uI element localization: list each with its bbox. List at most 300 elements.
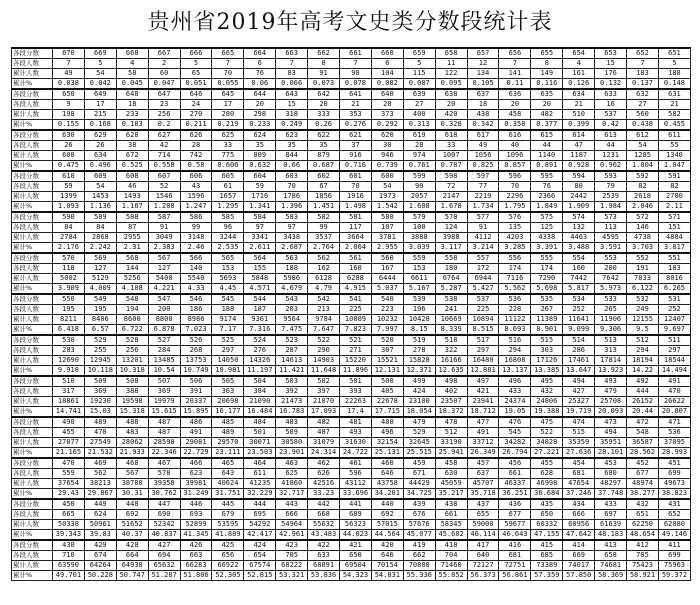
count-cell: 624: [84, 510, 116, 520]
cumulative-cell: 54964: [276, 520, 308, 530]
cumulative-cell: 59677: [499, 520, 531, 530]
score-cell: 522: [308, 335, 340, 346]
score-cell: 651: [658, 48, 690, 59]
percent-row: [12, 79, 691, 90]
count-row-label: 各段人数: [12, 346, 53, 356]
count-cell: 489: [212, 428, 244, 438]
count-row: [12, 223, 691, 233]
score-cell: 538: [435, 294, 467, 305]
percent-cell: 3.817: [658, 243, 690, 254]
score-cell: 560: [371, 253, 403, 264]
count-cell: 99: [180, 223, 212, 233]
percent-cell: 28.993: [658, 448, 690, 459]
count-cell: 47: [563, 141, 595, 151]
score-cell: 445: [212, 499, 244, 510]
percent-cell: 59.372: [658, 571, 690, 581]
percent-cell: 47.642: [563, 530, 595, 541]
percent-cell: 35.718: [467, 489, 499, 500]
count-cell: 578: [148, 469, 180, 479]
percent-cell: 25.941: [435, 448, 467, 459]
count-cell: 369: [84, 387, 116, 397]
score-cell: 480: [371, 417, 403, 428]
percent-cell: 52.305: [212, 571, 244, 581]
count-cell: 704: [435, 551, 467, 561]
cumulative-cell: 672: [116, 151, 148, 161]
score-cell: 619: [403, 130, 435, 141]
count-cell: 252: [563, 305, 595, 315]
cumulative-row: [12, 315, 691, 325]
cumulative-cell: 7290: [531, 274, 563, 284]
percent-row: [12, 571, 691, 581]
count-cell: 313: [595, 346, 627, 356]
cumulative-cell: 1786: [276, 192, 308, 202]
cumulative-cell: 1340: [658, 151, 690, 161]
percent-cell: 0.276: [340, 120, 372, 131]
percent-cell: 42.961: [276, 530, 308, 541]
cumulative-cell: 742: [180, 151, 212, 161]
count-cell: 195: [84, 305, 116, 315]
cumulative-row-label: 累计人数: [12, 479, 53, 489]
count-cell: 677: [499, 510, 531, 520]
count-cell: 693: [180, 510, 212, 520]
count-cell: 18: [467, 100, 499, 110]
cumulative-cell: 7442: [563, 274, 595, 284]
cumulative-cell: 4884: [658, 233, 690, 243]
count-cell: 402: [435, 387, 467, 397]
cumulative-cell: 57015: [371, 520, 403, 530]
cumulative-cell: 2147: [435, 192, 467, 202]
score-cell: 535: [531, 294, 563, 305]
score-cell: 418: [435, 540, 467, 551]
score-cell: 470: [53, 458, 85, 469]
percent-cell: 10.118: [84, 366, 116, 377]
score-cell: 486: [180, 417, 212, 428]
score-cell: 576: [499, 212, 531, 223]
percent-cell: 5.698: [531, 284, 563, 295]
percent-cell: 13.385: [531, 366, 563, 377]
percent-cell: 30.762: [148, 489, 180, 500]
count-cell: 82: [627, 182, 659, 192]
score-cell: 411: [658, 540, 690, 551]
count-cell: 265: [595, 305, 627, 315]
score-cell: 667: [148, 48, 180, 59]
cumulative-cell: 5129: [84, 274, 116, 284]
count-cell: 20: [244, 100, 276, 110]
score-row: [12, 212, 691, 223]
percent-cell: 6.122: [627, 284, 659, 295]
cumulative-cell: 33190: [435, 438, 467, 448]
count-cell: 54: [84, 182, 116, 192]
cumulative-row: [12, 151, 691, 161]
percent-cell: 29.867: [84, 489, 116, 500]
cumulative-row: [12, 479, 691, 489]
cumulative-cell: 19979: [148, 397, 180, 407]
percent-cell: 36.251: [499, 489, 531, 500]
score-cell: 448: [116, 499, 148, 510]
score-cell: 539: [403, 294, 435, 305]
percent-row: [12, 161, 691, 172]
count-row: [12, 100, 691, 110]
score-cell: 541: [340, 294, 372, 305]
count-cell: 15: [595, 59, 627, 69]
score-cell: 644: [244, 89, 276, 100]
cumulative-cell: 21473: [276, 397, 308, 407]
percent-cell: 50.747: [116, 571, 148, 581]
count-row: [12, 510, 691, 520]
cumulative-cell: 8800: [148, 315, 180, 325]
percent-cell: 3.285: [499, 243, 531, 254]
count-cell: 160: [340, 264, 372, 274]
count-cell: 155: [244, 264, 276, 274]
score-cell: 668: [116, 48, 148, 59]
count-cell: 144: [116, 264, 148, 274]
count-cell: 84: [84, 223, 116, 233]
score-cell: 565: [212, 253, 244, 264]
percent-cell: 0.038: [53, 79, 85, 90]
count-cell: 188: [212, 305, 244, 315]
count-cell: 501: [244, 428, 276, 438]
score-cell: 609: [84, 171, 116, 182]
count-cell: 20: [499, 100, 531, 110]
cumulative-cell: 22678: [371, 397, 403, 407]
count-cell: 7: [276, 59, 308, 69]
score-cell: 424: [244, 540, 276, 551]
score-row: [12, 458, 691, 469]
cumulative-cell: 44429: [403, 479, 435, 489]
count-cell: 656: [212, 551, 244, 561]
percent-cell: 1.909: [563, 202, 595, 213]
score-cell: 432: [627, 499, 659, 510]
score-cell: 575: [531, 212, 563, 223]
cumulative-cell: 35951: [595, 438, 627, 448]
count-cell: 276: [244, 346, 276, 356]
percent-cell: 2.176: [53, 243, 85, 254]
count-cell: 559: [53, 469, 85, 479]
percent-cell: 2.955: [371, 243, 403, 254]
cumulative-cell: 4595: [595, 233, 627, 243]
score-cell: 555: [531, 253, 563, 264]
cumulative-cell: 38780: [116, 479, 148, 489]
percent-cell: 16.783: [276, 407, 308, 418]
percent-cell: 2.242: [84, 243, 116, 254]
percent-cell: 4.679: [276, 284, 308, 295]
percent-cell: 33.696: [340, 489, 372, 500]
percent-cell: 0.438: [627, 120, 659, 131]
score-row-label: 各段分数: [12, 376, 53, 387]
count-cell: 487: [308, 428, 340, 438]
count-cell: 183: [658, 264, 690, 274]
cumulative-cell: 41860: [276, 479, 308, 489]
score-cell: 602: [308, 171, 340, 182]
score-cell: 554: [563, 253, 595, 264]
score-cell: 530: [53, 335, 85, 346]
cumulative-cell: 61639: [595, 520, 627, 530]
score-cell: 556: [499, 253, 531, 264]
count-row-label: 各段人数: [12, 223, 53, 233]
percent-cell: 58.921: [627, 571, 659, 581]
score-cell: 520: [371, 335, 403, 346]
cumulative-cell: 13201: [116, 356, 148, 366]
percent-cell: 22.346: [148, 448, 180, 459]
count-cell: 7: [53, 59, 85, 69]
count-cell: 35: [276, 141, 308, 151]
score-cell: 600: [371, 171, 403, 182]
cumulative-cell: 3664: [340, 233, 372, 243]
count-cell: 685: [531, 551, 563, 561]
count-cell: 153: [212, 264, 244, 274]
score-cell: 665: [212, 48, 244, 59]
cumulative-cell: 9564: [276, 315, 308, 325]
cumulative-cell: 29570: [212, 438, 244, 448]
score-cell: 514: [563, 335, 595, 346]
score-cell: 579: [403, 212, 435, 223]
score-cell: 451: [658, 458, 690, 469]
score-cell: 443: [276, 499, 308, 510]
cumulative-cell: 3244: [212, 233, 244, 243]
percent-cell: 37.748: [595, 489, 627, 500]
score-cell: 625: [212, 130, 244, 141]
score-cell: 587: [148, 212, 180, 223]
score-cell: 457: [467, 458, 499, 469]
cumulative-row-label: 累计人数: [12, 151, 53, 161]
score-cell: 640: [371, 89, 403, 100]
percent-cell: 53.836: [308, 571, 340, 581]
score-cell: 601: [340, 171, 372, 182]
cumulative-cell: 24806: [531, 397, 563, 407]
count-cell: 640: [467, 551, 499, 561]
score-cell: 461: [340, 458, 372, 469]
cumulative-cell: 3988: [435, 233, 467, 243]
percent-cell: 19.05: [499, 407, 531, 418]
score-cell: 551: [658, 253, 690, 264]
score-cell: 452: [627, 458, 659, 469]
percent-cell: 4.33: [180, 284, 212, 295]
cumulative-cell: 66283: [180, 561, 212, 571]
score-cell: 472: [627, 417, 659, 428]
percent-cell: 4.221: [148, 284, 180, 295]
cumulative-cell: 60: [148, 69, 180, 79]
score-cell: 654: [563, 48, 595, 59]
percent-cell: 31.249: [180, 489, 212, 500]
percent-cell: 2.611: [244, 243, 276, 254]
count-cell: 661: [435, 510, 467, 520]
cumulative-cell: 25708: [595, 397, 627, 407]
score-cell: 647: [148, 89, 180, 100]
score-cell: 510: [53, 376, 85, 387]
count-cell: 444: [627, 387, 659, 397]
score-cell: 614: [563, 130, 595, 141]
percent-row-label: 累计%: [12, 325, 53, 336]
score-cell: 471: [658, 417, 690, 428]
cumulative-cell: 844: [276, 151, 308, 161]
count-row-label: 各段人数: [12, 510, 53, 520]
count-cell: 626: [308, 469, 340, 479]
count-cell: 496: [371, 428, 403, 438]
percent-cell: 39.83: [84, 530, 116, 541]
percent-cell: 0.342: [467, 120, 499, 131]
score-row-label: 各段分数: [12, 335, 53, 346]
cumulative-cell: 46337: [499, 479, 531, 489]
percent-cell: 49.146: [658, 530, 690, 541]
cumulative-cell: 5540: [180, 274, 212, 284]
cumulative-cell: 10428: [403, 315, 435, 325]
count-cell: 27: [403, 100, 435, 110]
count-cell: 522: [531, 428, 563, 438]
cumulative-cell: 141: [499, 69, 531, 79]
count-cell: 317: [53, 387, 85, 397]
score-cell: 542: [308, 294, 340, 305]
score-cell: 615: [531, 130, 563, 141]
score-cell: 429: [84, 540, 116, 551]
score-cell: 423: [276, 540, 308, 551]
count-row-label: 各段人数: [12, 551, 53, 561]
score-cell: 618: [435, 130, 467, 141]
score-cell: 497: [467, 376, 499, 387]
count-cell: 135: [499, 223, 531, 233]
cumulative-cell: 4463: [563, 233, 595, 243]
percent-row-label: 累计%: [12, 489, 53, 500]
cumulative-cell: 12155: [627, 315, 659, 325]
count-cell: 307: [371, 346, 403, 356]
cumulative-cell: 31630: [340, 438, 372, 448]
cumulative-cell: 22263: [340, 397, 372, 407]
score-cell: 421: [340, 540, 372, 551]
percent-cell: 7.023: [180, 325, 212, 336]
percent-cell: 8.901: [531, 325, 563, 336]
count-row-label: 各段人数: [12, 59, 53, 69]
count-cell: 297: [212, 346, 244, 356]
cumulative-cell: 72127: [467, 561, 499, 571]
count-cell: 662: [403, 551, 435, 561]
percent-cell: 21.532: [84, 448, 116, 459]
score-cell: 508: [116, 376, 148, 387]
cumulative-cell: 6444: [371, 274, 403, 284]
cumulative-row-label: 累计人数: [12, 315, 53, 325]
score-cell: 433: [595, 499, 627, 510]
score-cell: 552: [627, 253, 659, 264]
percent-cell: 0.105: [467, 79, 499, 90]
percent-cell: 18.054: [403, 407, 435, 418]
count-row: [12, 428, 691, 438]
score-row-label: 各段分数: [12, 417, 53, 428]
count-cell: 666: [276, 510, 308, 520]
score-cell: 427: [148, 540, 180, 551]
percent-cell: 0.328: [435, 120, 467, 131]
percent-cell: 0.399: [563, 120, 595, 131]
cumulative-cell: 5693: [212, 274, 244, 284]
cumulative-cell: 19230: [84, 397, 116, 407]
percent-cell: 10.54: [148, 366, 180, 377]
score-cell: 430: [53, 540, 85, 551]
cumulative-cell: 15828: [403, 356, 435, 366]
count-cell: 493: [340, 428, 372, 438]
score-row: [12, 335, 691, 346]
count-cell: 33: [435, 141, 467, 151]
cumulative-row-label: 累计人数: [12, 397, 53, 407]
score-cell: 459: [403, 458, 435, 469]
percent-cell: 32.229: [244, 489, 276, 500]
cumulative-cell: 3049: [148, 233, 180, 243]
cumulative-cell: 43758: [371, 479, 403, 489]
count-cell: 596: [340, 469, 372, 479]
percent-cell: 45.077: [403, 530, 435, 541]
score-cell: 485: [212, 417, 244, 428]
percent-cell: 0.219: [212, 120, 244, 131]
percent-cell: 0.047: [148, 79, 180, 90]
score-cell: 490: [53, 417, 85, 428]
cumulative-cell: 10009: [340, 315, 372, 325]
count-cell: 6: [371, 59, 403, 69]
percent-cell: 9.5: [627, 325, 659, 336]
percent-row-label: 累计%: [12, 202, 53, 213]
cumulative-cell: 1657: [212, 192, 244, 202]
score-cell: 434: [563, 499, 595, 510]
count-cell: 55: [658, 141, 690, 151]
score-cell: 533: [595, 294, 627, 305]
count-cell: 397: [308, 387, 340, 397]
cumulative-cell: 26152: [627, 397, 659, 407]
count-cell: 8: [531, 59, 563, 69]
count-cell: 200: [595, 264, 627, 274]
count-cell: 646: [371, 469, 403, 479]
percent-cell: 0.558: [148, 161, 180, 172]
cumulative-cell: 23507: [435, 397, 467, 407]
cumulative-cell: 64264: [84, 561, 116, 571]
percent-cell: 12.881: [467, 366, 499, 377]
score-cell: 494: [563, 376, 595, 387]
cumulative-row-label: 累计人数: [12, 356, 53, 366]
score-cell: 661: [340, 48, 372, 59]
score-cell: 638: [435, 89, 467, 100]
cumulative-cell: 1231: [595, 151, 627, 161]
count-cell: 127: [148, 264, 180, 274]
cumulative-cell: 64938: [116, 561, 148, 571]
percent-cell: 0.891: [531, 161, 563, 172]
count-row-label: 各段人数: [12, 182, 53, 192]
score-row: [12, 171, 691, 182]
score-cell: 616: [499, 130, 531, 141]
percent-cell: 2.31: [116, 243, 148, 254]
cumulative-cell: 1187: [563, 151, 595, 161]
cumulative-cell: 215: [84, 110, 116, 120]
score-cell: 415: [531, 540, 563, 551]
percent-row-label: 累计%: [12, 571, 53, 581]
cumulative-cell: 52342: [148, 520, 180, 530]
count-cell: 694: [148, 551, 180, 561]
count-cell: 191: [627, 264, 659, 274]
percent-cell: 48.654: [627, 530, 659, 541]
count-cell: 249: [627, 305, 659, 315]
cumulative-cell: 69504: [340, 561, 372, 571]
count-cell: 529: [403, 428, 435, 438]
percent-cell: 0.687: [308, 161, 340, 172]
percent-cell: 5.037: [371, 284, 403, 295]
percent-cell: 0.183: [116, 120, 148, 131]
percent-cell: 14.494: [658, 366, 690, 377]
cumulative-cell: 1285: [627, 151, 659, 161]
count-cell: 241: [435, 305, 467, 315]
percent-cell: 0.496: [84, 161, 116, 172]
score-cell: 634: [563, 89, 595, 100]
count-cell: 6: [244, 59, 276, 69]
count-cell: 625: [276, 469, 308, 479]
score-row-label: 各段分数: [12, 540, 53, 551]
percent-cell: 0.11: [499, 79, 531, 90]
cumulative-cell: 16480: [467, 356, 499, 366]
score-cell: 491: [658, 376, 690, 387]
percent-cell: 38.277: [627, 489, 659, 500]
percent-cell: 0.962: [595, 161, 627, 172]
